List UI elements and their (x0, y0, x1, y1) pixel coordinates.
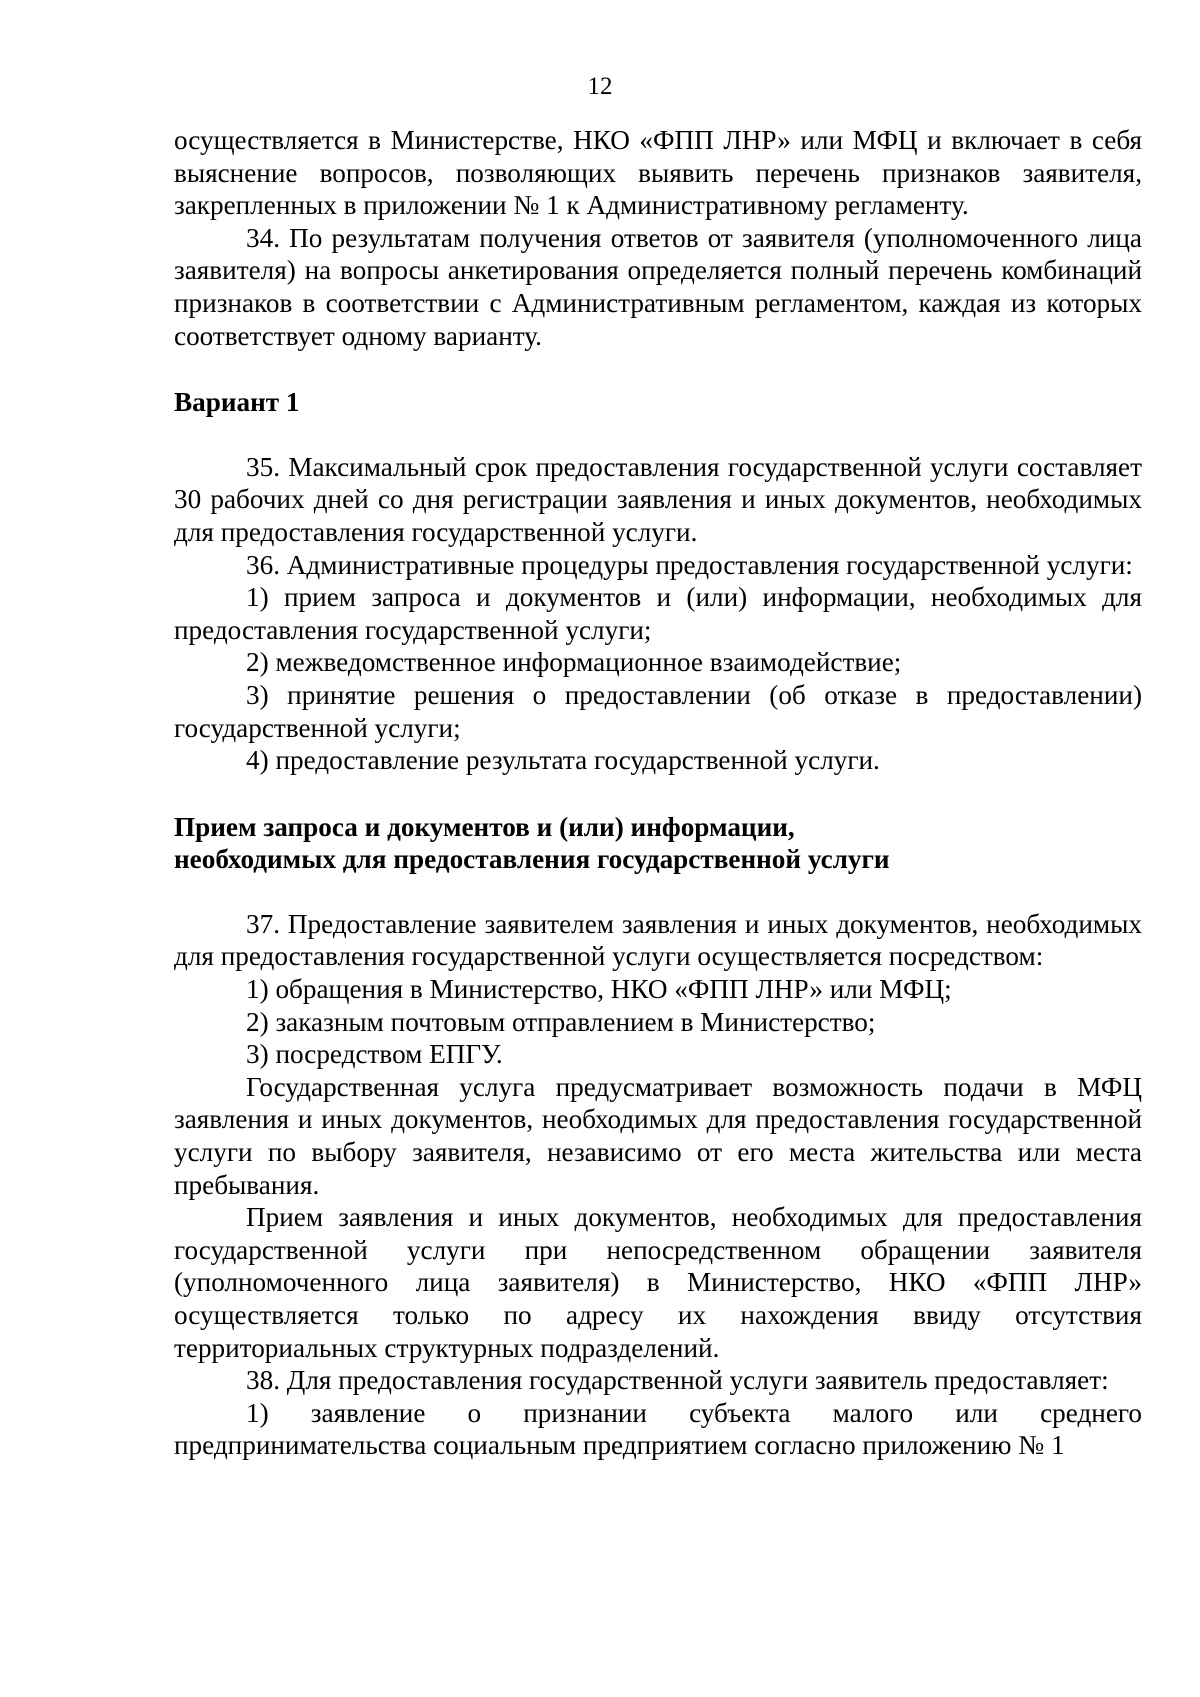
heading-variant-1: Вариант 1 (174, 387, 300, 418)
list-item-37-2: 2) заказным почтовым отправлением в Министерство; (246, 1006, 876, 1037)
heading-reception-line-1: Прием запроса и документов и (или) информации, (174, 811, 795, 842)
document-body (174, 124, 1142, 1462)
list-item-36-4: 4) предоставление результата государственной услуги. (246, 745, 880, 776)
list-item-37-1: 1) обращения в Министерство, НКО «ФПП ЛНР» или МФЦ; (246, 974, 952, 1005)
paragraph-37: 37. Предоставление заявителем заявления и иных документов, необходимых для предоставления государственной услуги осуществляется посредством: (174, 908, 1142, 972)
paragraph-continuation: осуществляется в Министерстве, НКО «ФПП ЛНР» или МФЦ и включает в себя выяснение вопросов, позволяющих выявить перечень признаков заявителя, закрепленных в приложении № 1 к Административному регламенту. (174, 125, 1142, 221)
heading-reception (174, 811, 1142, 876)
paragraph-35: 35. Максимальный срок предоставления государственной услуги составляет 30 рабочих дней со дня регистрации заявления и иных документов, необходимых для предоставления государственной услуги. (174, 451, 1142, 547)
paragraph-mfc-option: Государственная услуга предусматривает возможность подачи в МФЦ заявления и иных документов, необходимых для предоставления государственной услуги по выбору заявителя, независимо от его места жительства или места пребывания. (174, 1071, 1142, 1200)
page-number: 12 (587, 73, 613, 100)
list-item-36-3: 3) принятие решения о предоставлении (об отказе в предоставлении) государственной услуги; (174, 679, 1142, 743)
list-item-36-2: 2) межведомственное информационное взаимодействие; (246, 647, 902, 678)
list-item-36-1: 1) прием запроса и документов и (или) информации, необходимых для предоставления государственной услуги; (174, 582, 1142, 645)
paragraph-36: 36. Административные процедуры предоставления государственной услуги: (246, 549, 1133, 580)
paragraph-38: 38. Для предоставления государственной услуги заявитель предоставляет: (246, 1365, 1109, 1396)
list-item-37-3: 3) посредством ЕПГУ. (246, 1039, 503, 1070)
paragraph-reception-address: Прием заявления и иных документов, необходимых для предоставления государственной услуги при непосредственном обращении заявителя (уполномоченного лица заявителя) в Министерство, НКО «ФПП ЛНР» осуществляется только по адресу их нахождения ввиду отсутствия территориальных структурных подразделений. (174, 1202, 1142, 1363)
heading-reception-line-2: необходимых для предоставления государственной услуги (174, 844, 890, 875)
list-item-38-1: 1) заявление о признании субъекта малого или среднего предпринимательства социальным предприятием согласно приложению № 1 (174, 1397, 1142, 1461)
paragraph-34: 34. По результатам получения ответов от заявителя (уполномоченного лица заявителя) на вопросы анкетирования определяется полный перечень комбинаций признаков в соответствии с Административным регламентом, каждая из которых соответствует одному варианту. (174, 222, 1142, 351)
